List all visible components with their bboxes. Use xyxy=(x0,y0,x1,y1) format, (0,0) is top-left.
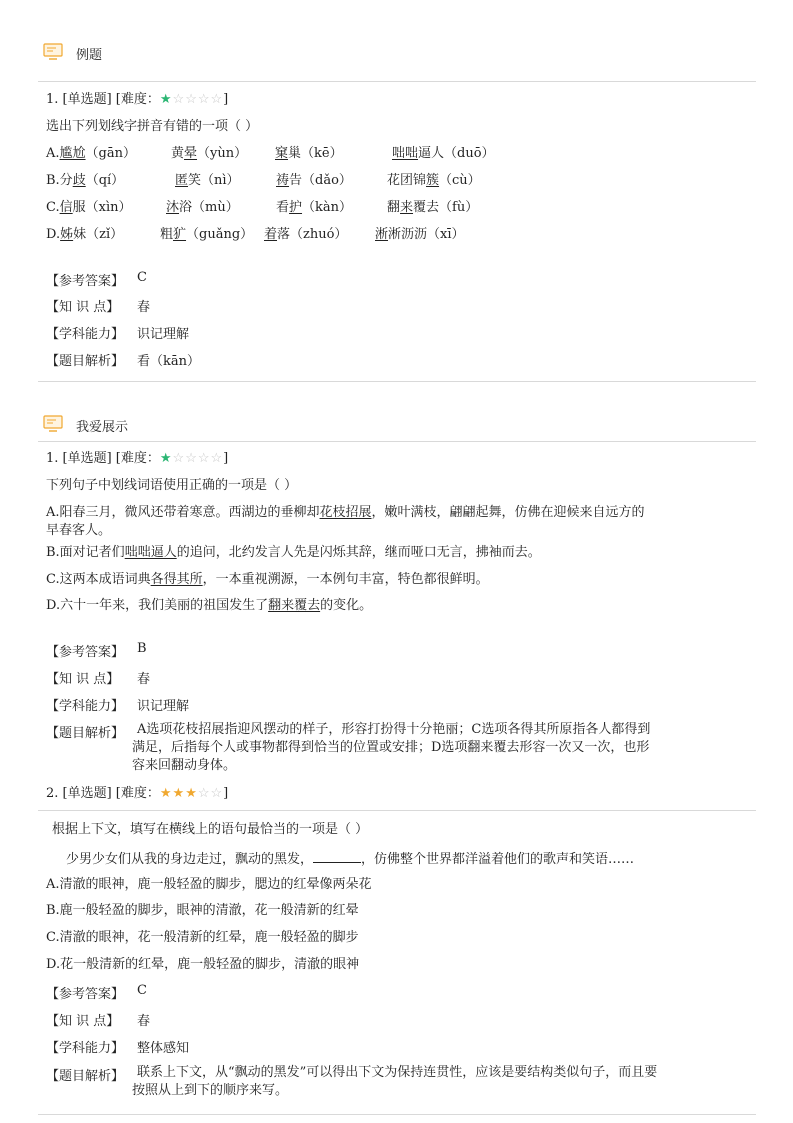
section-title: 例题 xyxy=(76,48,103,63)
question-header: 1. [单选题] [难度：★☆☆☆☆] xyxy=(46,451,229,466)
option-a-4: 咄咄逼人（duō） xyxy=(392,146,495,161)
star-empty-icon: ☆ xyxy=(197,786,211,801)
analysis-line-1: A选项花枝招展指迎风摆动的样子，形容打扮得十分艳丽；C选项各得其所原指各人都得到 xyxy=(137,722,651,737)
option-d-4: 淅淅沥沥（xī） xyxy=(375,227,465,242)
star-empty-icon: ☆ xyxy=(172,92,186,107)
star-empty-icon: ☆ xyxy=(210,786,224,801)
divider xyxy=(38,810,756,811)
option-c: C.这两本成语词典各得其所，一本重视溯源，一本例句丰富，特色都很鲜明。 xyxy=(46,572,489,587)
knowledge-label: 【知 识 点】 xyxy=(46,672,120,687)
option-d: D.六十一年来，我们美丽的祖国发生了翻来覆去的变化。 xyxy=(46,598,373,613)
option-c-3: 看护（kàn） xyxy=(276,200,353,215)
difficulty-stars xyxy=(160,92,223,107)
star-filled-icon: ★ xyxy=(159,92,173,107)
star-filled-icon: ★ xyxy=(185,786,198,801)
ability-value: 整体感知 xyxy=(137,1041,190,1056)
option-d: D.花一般清新的红晕，鹿一般轻盈的脚步，清澈的眼神 xyxy=(46,957,360,972)
option-a-2: 黄晕（yùn） xyxy=(171,146,248,161)
question-stem: 下列句子中划线词语使用正确的一项是（ ） xyxy=(46,478,298,493)
option-a-cont: 早春客人。 xyxy=(46,523,112,538)
ability-label: 【学科能力】 xyxy=(46,699,125,714)
analysis-value: 看（kān） xyxy=(137,354,201,369)
divider xyxy=(38,1114,756,1115)
star-filled-icon: ★ xyxy=(172,786,186,801)
star-empty-icon: ☆ xyxy=(185,451,198,466)
analysis-line-3: 容来回翻动身体。 xyxy=(132,758,237,773)
option-c: C.清澈的眼神，花一般清新的红晕，鹿一般轻盈的脚步 xyxy=(46,930,359,945)
star-filled-icon: ★ xyxy=(159,451,173,466)
divider xyxy=(38,441,756,442)
monitor-icon xyxy=(42,414,64,434)
option-d-3: 着落（zhuó） xyxy=(264,227,348,242)
option-c-2: 沐浴（mù） xyxy=(166,200,239,215)
option-b-4: 花团锦簇（cù） xyxy=(387,173,481,188)
question-stem: 选出下列划线字拼音有错的一项（ ） xyxy=(46,119,259,134)
ability-label: 【学科能力】 xyxy=(46,1041,125,1056)
monitor-icon xyxy=(42,42,64,62)
star-empty-icon: ☆ xyxy=(210,451,224,466)
ability-value: 识记理解 xyxy=(137,327,190,342)
star-empty-icon: ☆ xyxy=(197,92,211,107)
knowledge-label: 【知 识 点】 xyxy=(46,1014,120,1029)
star-empty-icon: ☆ xyxy=(197,451,211,466)
difficulty-stars xyxy=(160,786,223,801)
option-b-3: 祷告（dǎo） xyxy=(276,173,352,188)
answer-value: C xyxy=(137,983,147,998)
star-empty-icon: ☆ xyxy=(185,92,198,107)
section-header xyxy=(42,42,762,64)
analysis-label: 【题目解析】 xyxy=(46,726,125,741)
option-c-4: 翻来覆去（fù） xyxy=(387,200,479,215)
analysis-line-2: 满足，后指每个人或事物都得到恰当的位置或安排；D选项翻来覆去形容一次又一次，也形 xyxy=(132,740,650,755)
divider xyxy=(38,81,756,82)
analysis-line-2: 按照从上到下的顺序来写。 xyxy=(132,1083,289,1098)
analysis-label: 【题目解析】 xyxy=(46,1069,125,1084)
option-a: A.清澈的眼神，鹿一般轻盈的脚步，腮边的红晕像两朵花 xyxy=(46,877,372,892)
analysis-line-1: 联系上下文，从“飘动的黑发”可以得出下文为保持连贯性，应该是要结构类似句子，而且要 xyxy=(137,1065,658,1080)
answer-label: 【参考答案】 xyxy=(46,987,125,1002)
option-a: A.阳春三月，微风还带着寒意。西湖边的垂柳却花枝招展，嫩叶满枝，翩翩起舞，仿佛在迎候来自远方的 xyxy=(46,505,645,520)
divider xyxy=(38,381,756,382)
fill-blank xyxy=(313,850,361,863)
option-d: D.姊妹（zǐ） xyxy=(46,227,124,242)
option-a-3: 窠巢（kē） xyxy=(275,146,343,161)
question-stem: 根据上下文，填写在横线上的语句最恰当的一项是（ ） xyxy=(52,822,369,837)
option-a: A.尴尬（gān） xyxy=(46,146,136,161)
knowledge-label: 【知 识 点】 xyxy=(46,300,120,315)
answer-value: B xyxy=(137,641,147,656)
answer-value: C xyxy=(137,270,147,285)
option-d-2: 粗犷（guǎng） xyxy=(160,227,254,242)
option-b: B.鹿一般轻盈的脚步，眼神的清澈，花一般清新的红晕 xyxy=(46,903,359,918)
ability-value: 识记理解 xyxy=(137,699,190,714)
answer-label: 【参考答案】 xyxy=(46,274,125,289)
knowledge-value: 春 xyxy=(137,1014,151,1029)
passage: 少男少女们从我的身边走过，飘动的黑发， ，仿佛整个世界都洋溢着他们的歌声和笑语…… xyxy=(66,852,635,867)
analysis-label: 【题目解析】 xyxy=(46,354,125,369)
star-empty-icon: ☆ xyxy=(172,451,186,466)
option-b: B.面对记者们咄咄逼人的追问，北约发言人先是闪烁其辞，继而哑口无言，拂袖而去。 xyxy=(46,545,541,560)
knowledge-value: 春 xyxy=(137,672,151,687)
question-header: 1. [单选题] [难度：★☆☆☆☆] xyxy=(46,92,229,107)
section-header xyxy=(42,414,762,436)
question-header: 2. [单选题] [难度：★★★☆☆] xyxy=(46,786,229,801)
star-empty-icon: ☆ xyxy=(210,92,224,107)
option-c: C.信服（xìn） xyxy=(46,200,132,215)
option-b-2: 匿笑（nì） xyxy=(175,173,240,188)
star-filled-icon: ★ xyxy=(159,786,173,801)
knowledge-value: 春 xyxy=(137,300,151,315)
answer-label: 【参考答案】 xyxy=(46,645,125,660)
ability-label: 【学科能力】 xyxy=(46,327,125,342)
difficulty-stars xyxy=(160,451,223,466)
option-b: B.分歧（qí） xyxy=(46,173,125,188)
section-title: 我爱展示 xyxy=(76,420,129,435)
